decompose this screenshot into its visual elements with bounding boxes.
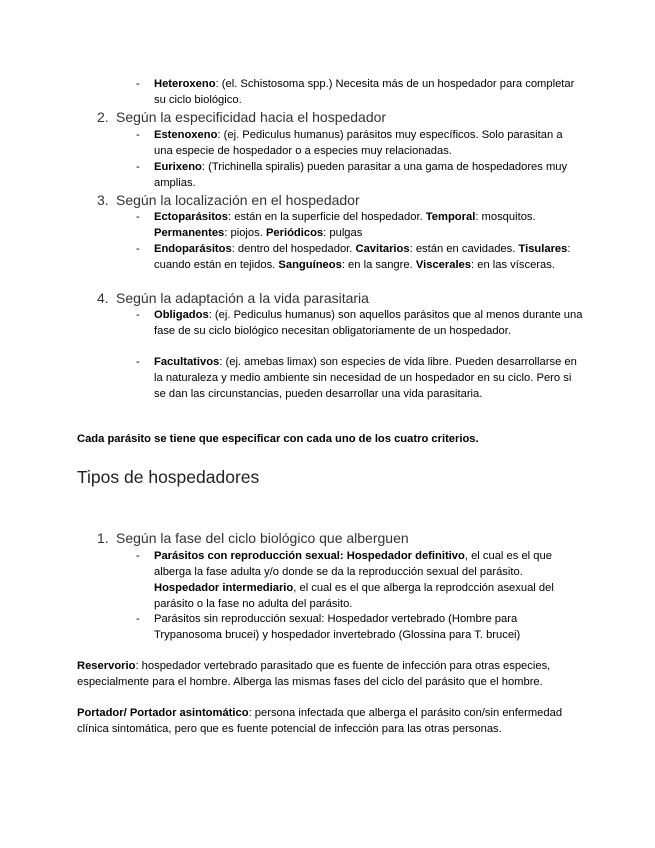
heading-number: 4. <box>97 290 109 306</box>
term: Sanguíneos <box>278 259 342 271</box>
term-text: , el cual es el que alberga la fase adulta y/o donde se da la reproducción sexual del parásito. <box>154 550 552 578</box>
criterios-note: Cada parásito se tiene que especificar con cada uno de los cuatro criterios. <box>77 433 479 445</box>
heading-number: 3. <box>97 192 109 208</box>
list-item-heteroxeno <box>154 76 584 108</box>
term-text: : persona infectada que alberga el parásito con/sin enfermedad clínica sintomática, pero que es fuente potencial de infección para las otras personas. <box>77 707 563 735</box>
term-text: : (ej. Pediculus humanus) parásitos muy específicos. Solo parasitan a una especie de hospedador o a especies muy relacionadas. <box>154 129 563 157</box>
section-title-tipos: Tipos de hospedadores <box>77 467 260 487</box>
list-item-reproduccion-asexual: Parásitos sin reproducción sexual: Hospedador vertebrado (Hombre para Trypanosoma brucei) y hospedador invertebrado (Glossina para T. brucei) <box>154 613 521 641</box>
term-text: : (ej. amebas limax) son especies de vida libre. Pueden desarrollarse en la naturaleza y medio ambiente sin necesidad de un hospedador en su ciclo. Pero si se dan las circunstancias, pueden desarrollar una vida parasitaria. <box>154 356 577 400</box>
bullet-dash: - <box>136 309 140 321</box>
term-text: : pulgas <box>323 227 363 239</box>
term-text: , el cual es el que alberga la reprodcción asexual del parásito o la fase no adulta del parásito. <box>154 582 554 610</box>
paragraph-portador <box>77 705 577 737</box>
heading-fase: Según la fase del ciclo biológico que alberguen <box>116 530 409 546</box>
term-text: : cuando están en tejidos. <box>154 243 571 271</box>
list-item-estenoxeno <box>154 127 584 159</box>
term: Endoparásitos <box>154 243 232 255</box>
list-item-ectoparasitos <box>154 209 584 241</box>
term: Portador/ Portador asintomático <box>77 707 249 719</box>
heading-especificidad: Según la especificidad hacia el hospedador <box>116 109 387 125</box>
heading-number: 2. <box>97 109 109 125</box>
list-item-obligados <box>154 307 584 339</box>
bullet-dash: - <box>136 211 140 223</box>
term-text: : (Trichinella spiralis) pueden parasitar a una gama de hospedadores muy amplias. <box>154 161 568 189</box>
term-text: : están en la superficie del hospedador. <box>228 211 426 223</box>
term: Obligados <box>154 309 209 321</box>
term: Temporal <box>425 211 476 223</box>
bullet-dash: - <box>136 243 140 255</box>
term-text: : en la sangre. <box>341 259 416 271</box>
term: Estenoxeno <box>154 129 218 141</box>
heading-adaptacion: Según la adaptación a la vida parasitaria <box>116 290 369 306</box>
term: Heteroxeno <box>154 78 216 90</box>
bullet-dash: - <box>136 78 140 90</box>
term-text: : mosquitos. <box>475 211 536 223</box>
list-item-eurixeno <box>154 159 584 191</box>
term: Ectoparásitos <box>154 211 228 223</box>
term: Parásitos con reproducción sexual <box>154 550 340 562</box>
term: Permanentes <box>154 227 225 239</box>
term-text: : hospedador vertebrado parasitado que es fuente de infección para otras especies, especialmente para el hombre. Alberga las mismas fases del ciclo del parásito que el hombre. <box>77 660 551 688</box>
paragraph-reservorio <box>77 658 577 690</box>
term: Viscerales <box>415 259 471 271</box>
list-item-endoparasitos <box>154 241 584 273</box>
bullet-dash: - <box>136 161 140 173</box>
term: Reservorio <box>77 660 136 672</box>
term: Hospedador definitivo <box>346 550 465 562</box>
bullet-dash: - <box>136 613 140 625</box>
term-text: : en las vísceras. <box>471 259 555 271</box>
term: Cavitarios <box>355 243 410 255</box>
term: Eurixeno <box>154 161 202 173</box>
heading-number: 1. <box>97 530 109 546</box>
term-separator: : <box>339 550 347 562</box>
term: Hospedador intermediario <box>154 582 294 594</box>
bullet-dash: - <box>136 550 140 562</box>
term-text: : (el. Schistosoma spp.) Necesita más de un hospedador para completar su ciclo biológico. <box>154 78 575 106</box>
list-item-facultativos <box>154 354 584 402</box>
list-item-reproduccion-sexual <box>154 548 584 612</box>
bullet-dash: - <box>136 129 140 141</box>
term-text: : dentro del hospedador. <box>231 243 356 255</box>
term: Facultativos <box>154 356 220 368</box>
heading-localizacion: Según la localización en el hospedador <box>116 192 360 208</box>
term-text: : piojos. <box>224 227 266 239</box>
term: Tisulares <box>518 243 568 255</box>
bullet-dash: - <box>136 356 140 368</box>
term: Periódicos <box>265 227 324 239</box>
term-text: : (ej. Pediculus humanus) son aquellos parásitos que al menos durante una fase de su ciclo biológico necesitan obligatoriamente de un hospedador. <box>154 309 583 337</box>
term-text: : están en cavidades. <box>409 243 519 255</box>
